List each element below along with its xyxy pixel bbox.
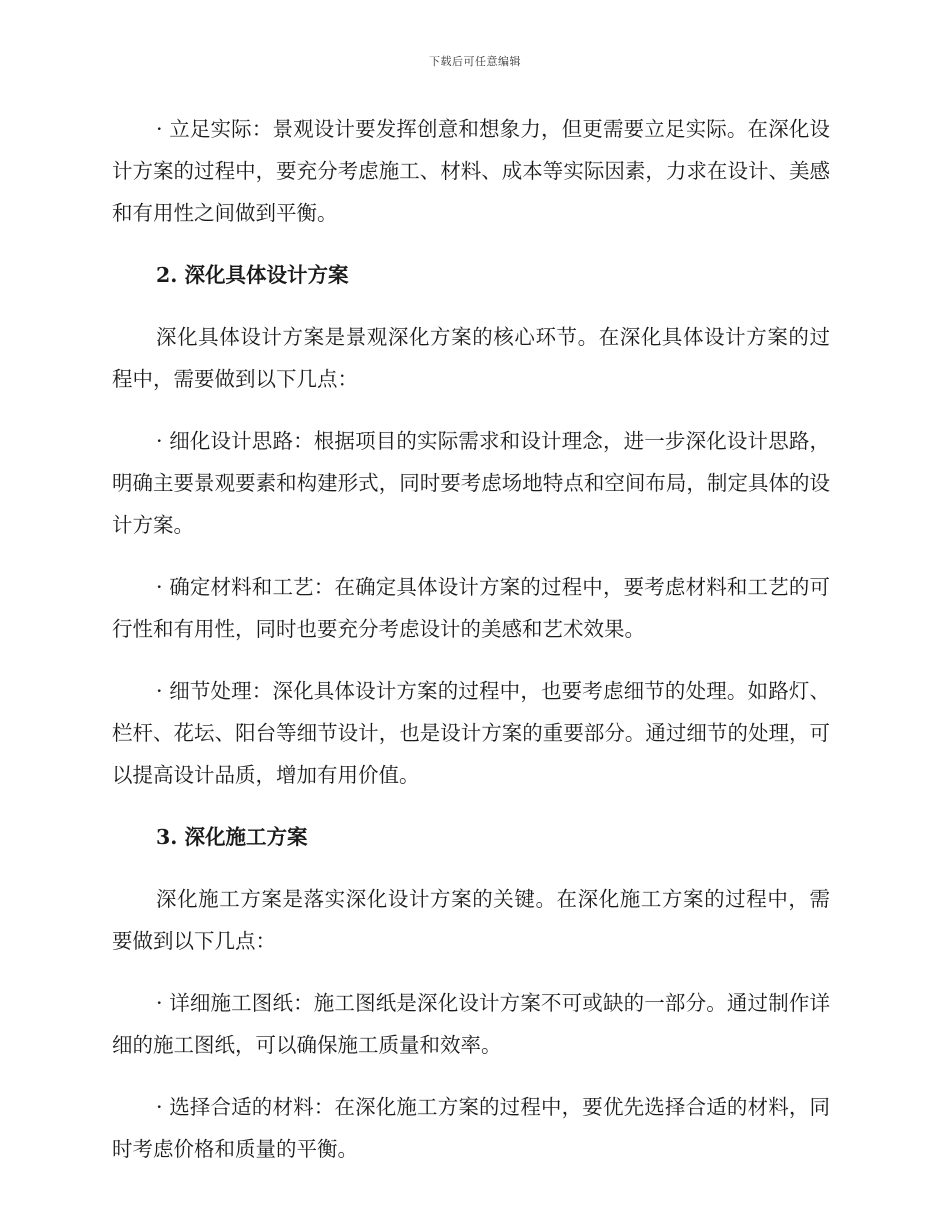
paragraph-construction-drawings: · 详细施工图纸：施工图纸是深化设计方案不可或缺的一部分。通过制作详细的施工图纸，可以确保施工质量和效率。 [112, 991, 830, 1057]
paragraph-construction-intro: 深化施工方案是落实深化设计方案的关键。在深化施工方案的过程中，需要做到以下几点： [112, 887, 830, 953]
section-heading-3: 3. 深化施工方案 [156, 825, 308, 849]
paragraph-practicality: · 立足实际：景观设计要发挥创意和想象力，但更需要立足实际。在深化设计方案的过程中，要充分考虑施工、材料、成本等实际因素，力求在设计、美感和有用性之间做到平衡。 [112, 117, 830, 225]
paragraph-detail-handling: · 细节处理：深化具体设计方案的过程中，也要考虑细节的处理。如路灯、栏杆、花坛、阳台等细节设计，也是设计方案的重要部分。通过细节的处理，可以提高设计品质，增加有用价值。 [112, 679, 830, 787]
paragraph-materials-craft: · 确定材料和工艺：在确定具体设计方案的过程中，要考虑材料和工艺的可行性和有用性，同时也要充分考虑设计的美感和艺术效果。 [112, 575, 830, 641]
paragraph-select-materials: · 选择合适的材料：在深化施工方案的过程中，要优先选择合适的材料，同时考虑价格和质量的平衡。 [112, 1095, 830, 1161]
paragraph-design-intro: 深化具体设计方案是景观深化方案的核心环节。在深化具体设计方案的过程中，需要做到以下几点： [112, 325, 830, 391]
page-header: 下载后可任意编辑 [429, 55, 521, 68]
paragraph-refine-design: · 细化设计思路：根据项目的实际需求和设计理念，进一步深化设计思路，明确主要景观要素和构建形式，同时要考虑场地特点和空间布局，制定具体的设计方案。 [112, 429, 830, 537]
document-body [112, 108, 830, 1190]
section-heading-2: 2. 深化具体设计方案 [156, 263, 349, 287]
